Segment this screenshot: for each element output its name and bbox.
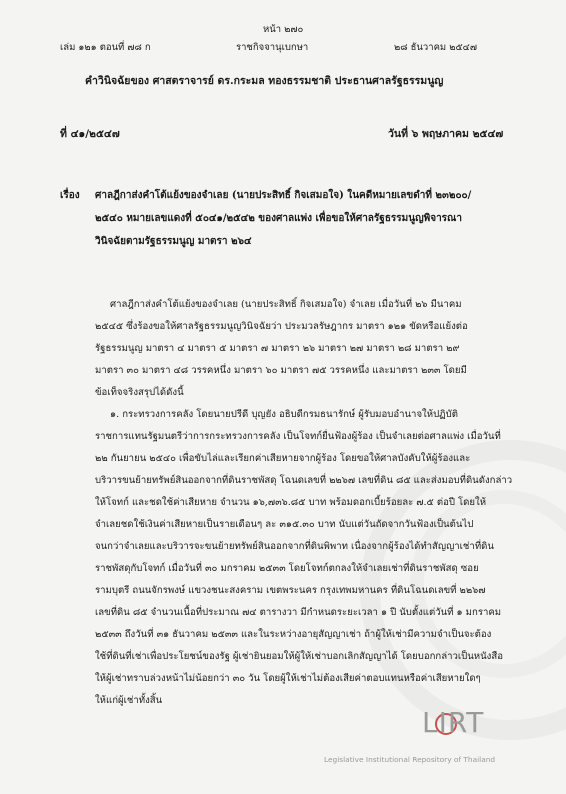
lirt-logo-text: LIRT: [422, 706, 485, 739]
paragraph-line: ๒๒ กันยายน ๒๕๔๐ เพื่อขับไล่และเรียกค่าเสียหายจากผู้ร้อง โดยขอให้ศาลบังคับให้ผู้ร้องและ: [95, 453, 471, 464]
paragraph-line: ข้อเท็จจริงสรุปได้ดังนี้: [95, 387, 184, 398]
paragraph-line: ๒๕๓๓ ถึงวันที่ ๓๑ ธันวาคม ๒๕๓๓ และในระหว่างอายุสัญญาเช่า ถ้าผู้ให้เช่ามีความจำเป็นจะต้อง: [95, 629, 492, 640]
lirt-logo: [422, 706, 484, 739]
case-number: ที่ ๔๑/๒๕๔๗: [60, 128, 120, 140]
paragraph-line: เลขที่ดิน ๘๕ จำนวนเนื้อที่ประมาณ ๗๔ ตารางวา มีกำหนดระยะเวลา ๑ ปี นับตั้งแต่วันที่ ๑ มกราคม: [95, 607, 502, 618]
paragraph-line: ราชการแทนรัฐมนตรีว่าการกระทรวงการคลัง เป็นโจทก์ยื่นฟ้องผู้ร้อง เป็นจำเลยต่อศาลแพ่ง เมื่อวันที่: [95, 431, 501, 442]
paragraph-line: มาตรา ๓๐ มาตรา ๔๘ วรรคหนึ่ง มาตรา ๖๐ มาตรา ๗๕ วรรคหนึ่ง และมาตรา ๒๓๓ โดยมี: [95, 365, 467, 376]
paragraph-line: รัฐธรรมนูญ มาตรา ๔ มาตรา ๕ มาตรา ๗ มาตรา ๒๖ มาตรา ๒๗ มาตรา ๒๘ มาตรา ๒๙: [95, 343, 460, 354]
paragraph-line: ศาลฎีกาส่งคำโต้แย้งของจำเลย (นายประสิทธิ์ กิจเสมอใจ) จำเลย เมื่อวันที่ ๒๖ มีนาคม: [110, 299, 462, 310]
subject-line: ศาลฎีกาส่งคำโต้แย้งของจำเลย (นายประสิทธิ์ กิจเสมอใจ) ในคดีหมายเลขดำที่ ๒๓๒๐๐/: [95, 190, 472, 201]
paragraph-line: ๒๕๔๕ ซึ่งร้องขอให้ศาลรัฐธรรมนูญวินิจฉัยว่า ประมวลรัษฎากร มาตรา ๑๒๑ ขัดหรือแย้งต่อ: [95, 321, 468, 332]
subject-line: วินิจฉัยตามรัฐธรรมนูญ มาตรา ๒๖๔: [95, 236, 252, 247]
paragraph-line: รามบุตรี ถนนจักรพงษ์ แขวงชนะสงคราม เขตพระนคร กรุงเทพมหานคร ที่ดินโฉนดเลขที่ ๒๒๖๗: [95, 585, 486, 596]
subject-line: ๒๕๔๐ หมายเลขแดงที่ ๕๐๔๑/๒๕๔๒ ของศาลแพ่ง เพื่อขอให้ศาลรัฐธรรมนูญพิจารณา: [95, 213, 462, 224]
paragraph-line: ราชพัสดุกับโจทก์ เมื่อวันที่ ๓๐ มกราคม ๒๕๓๓ โดยโจทก์ตกลงให้จำเลยเช่าที่ดินราชพัสดุ ซอย: [95, 563, 479, 574]
page-number: หน้า ๒๗๐: [263, 24, 304, 35]
paragraph-line: ๑. กระทรวงการคลัง โดยนายปรีดี บุญยัง อธิบดีกรมธนารักษ์ ผู้รับมอบอำนาจให้ปฏิบัติ: [110, 409, 458, 420]
paragraph-line: จนกว่าจำเลยและบริวารจะขนย้ายทรัพย์สินออกจากที่ดินพิพาท เนื่องจากผู้ร้องได้ทำสัญญาเช่าที่ดิน: [95, 541, 494, 552]
paragraph-line: ให้ผู้เช่าทราบล่วงหน้าไม่น้อยกว่า ๓๐ วัน โดยผู้ให้เช่าไม่ต้องเสียค่าตอบแทนหรือค่าเสียหายใดๆ: [95, 673, 481, 684]
decision-date: วันที่ ๖ พฤษภาคม ๒๕๔๗: [388, 128, 504, 140]
paragraph-line: จำเลยชดใช้เงินค่าเสียหายเป็นรายเดือนๆ ละ ๓๑๕.๓๐ บาท นับแต่วันถัดจากวันฟ้องเป็นต้นไป: [95, 519, 474, 530]
paragraph-line: ให้โจทก์ และชดใช้ค่าเสียหาย จำนวน ๑๖,๗๓๖.๘๕ บาท พร้อมดอกเบี้ยร้อยละ ๗.๕ ต่อปี โดยให้: [95, 497, 487, 508]
repository-caption: Legislative Institutional Repository of Thailand: [324, 755, 496, 764]
paragraph-line: ให้แก่ผู้เช่าทั้งสิ้น: [95, 695, 163, 706]
gazette-date: ๒๘ ธันวาคม ๒๕๔๗: [394, 42, 477, 53]
volume-issue: เล่ม ๑๒๑ ตอนที่ ๗๘ ก: [60, 42, 151, 53]
paragraph-line: บริวารขนย้ายทรัพย์สินออกจากที่ดินราชพัสดุ โฉนดเลขที่ ๒๒๖๗ เลขที่ดิน ๘๕ และส่งมอบที่ดินดังกล่าว: [95, 475, 513, 486]
document-title: คำวินิจฉัยของ ศาสตราจารย์ ดร.กระมล ทองธรรมชาติ ประธานศาลรัฐธรรมนูญ: [85, 75, 444, 87]
gazette-name: ราชกิจจานุเบกษา: [236, 42, 309, 53]
subject-label: เรื่อง: [60, 190, 80, 201]
paragraph-line: ใช้ที่ดินที่เช่าเพื่อประโยชน์ของรัฐ ผู้เช่ายินยอมให้ผู้ให้เช่าบอกเลิกสัญญาได้ โดยบอกกล่าวเป็นหนังสือ: [95, 651, 503, 662]
